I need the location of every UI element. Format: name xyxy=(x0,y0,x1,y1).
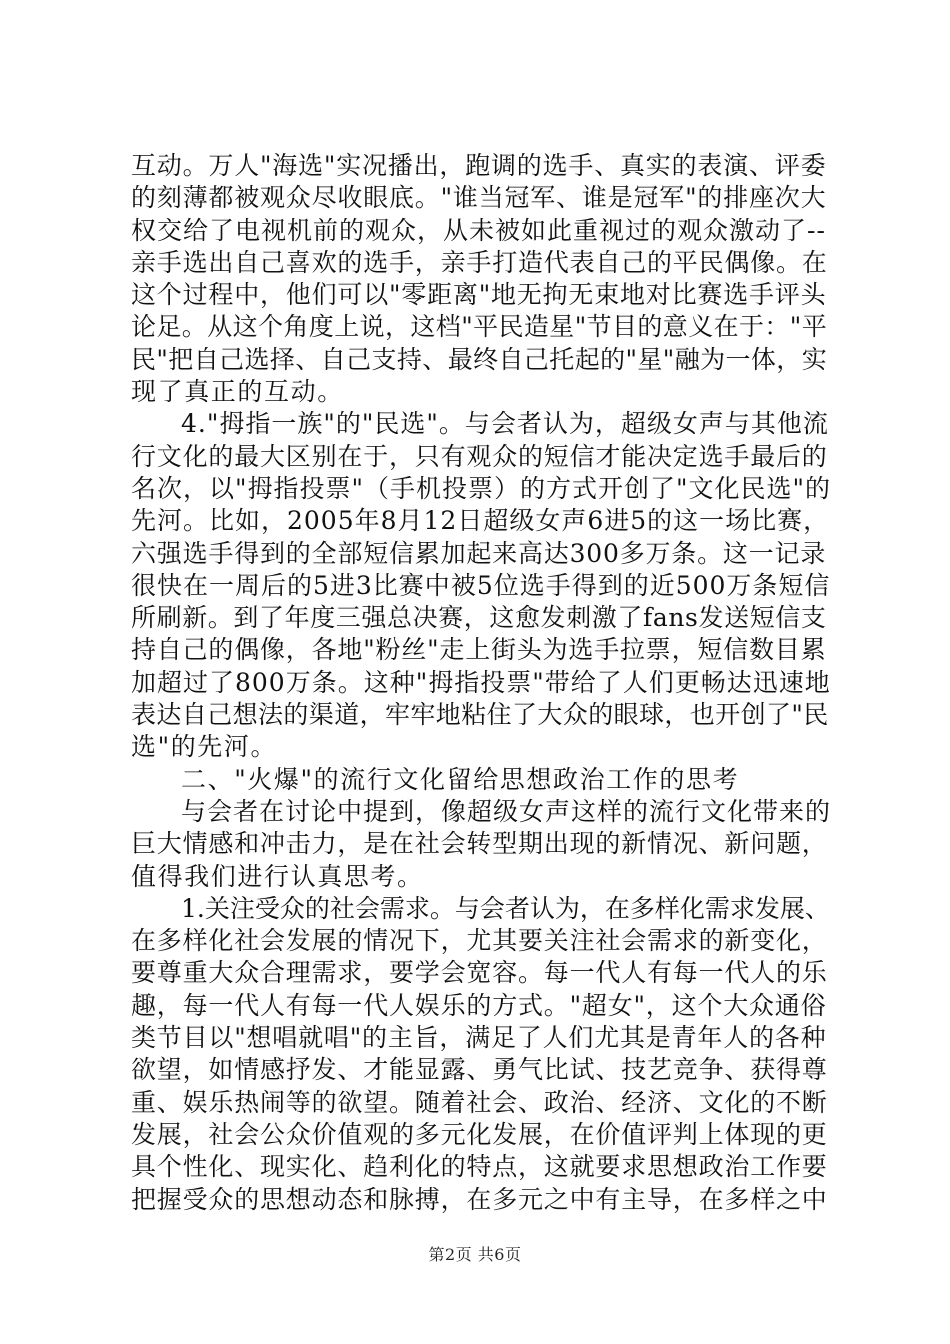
paragraph xyxy=(131,764,831,796)
text-line: 名次，以"拇指投票"（手机投票）的方式开创了"文化民选"的 xyxy=(131,473,831,503)
text-line: 现了真正的互动。 xyxy=(131,377,344,407)
text-line: 把握受众的思想动态和脉搏，在多元之中有主导，在多样之中 xyxy=(131,1184,828,1214)
text-line: 表达自己想法的渠道，牢牢地粘住了大众的眼球，也开创了"民 xyxy=(131,700,829,730)
text-line: 很快在一周后的5进3比赛中被5位选手得到的近500万条短信 xyxy=(131,570,831,600)
text-line: 重、娱乐热闹等的欲望。随着社会、政治、经济、文化的不断 xyxy=(131,1087,828,1117)
text-line: 二、"火爆"的流行文化留给思想政治工作的思考 xyxy=(181,764,740,794)
text-line: 互动。万人"海选"实况播出，跑调的选手、真实的表演、评委 xyxy=(131,151,827,180)
text-line: 的刻薄都被观众尽收眼底。"谁当冠军、谁是冠军"的排座次大 xyxy=(131,183,827,213)
text-line: 权交给了电视机前的观众，从未被如此重视过的观众激动了-- xyxy=(131,215,826,245)
text-line: 论足。从这个角度上说，这档"平民造星"节目的意义在于："平 xyxy=(131,312,828,342)
text-line: 在多样化社会发展的情况下，尤其要关注社会需求的新变化， xyxy=(131,926,828,956)
text-line: 要尊重大众合理需求，要学会宽容。每一代人有每一代人的乐 xyxy=(131,958,828,988)
body-text xyxy=(131,150,831,1216)
page-footer: 第2页 共6页 xyxy=(428,1245,522,1264)
text-line: 先河。比如，2005年8月12日超级女声6进5的这一场比赛， xyxy=(131,506,830,536)
paragraph xyxy=(131,408,831,763)
text-line: 选"的先河。 xyxy=(131,732,278,762)
paragraph xyxy=(131,893,831,1216)
paragraph xyxy=(131,796,831,893)
text-line: 趣，每一代人有每一代人娱乐的方式。"超女"，这个大众通俗 xyxy=(131,990,827,1020)
text-line: 行文化的最大区别在于，只有观众的短信才能决定选手最后的 xyxy=(131,441,828,471)
text-line: 发展，社会公众价值观的多元化发展，在价值评判上体现的更 xyxy=(131,1119,828,1149)
text-line: 所刷新。到了年度三强总决赛，这愈发刺激了fans发送短信支 xyxy=(131,603,827,633)
text-line: 持自己的偶像，各地"粉丝"走上街头为选手拉票，短信数目累 xyxy=(131,635,827,665)
text-line: 民"把自己选择、自己支持、最终自己托起的"星"融为一体，实 xyxy=(131,344,828,374)
text-line: 加超过了800万条。这种"拇指投票"带给了人们更畅达迅速地 xyxy=(131,667,831,697)
text-line: 1.关注受众的社会需求。与会者认为，在多样化需求发展、 xyxy=(181,893,830,923)
paragraph xyxy=(131,150,831,408)
text-line: 欲望，如情感抒发、才能显露、勇气比试、技艺竞争、获得尊 xyxy=(131,1055,828,1085)
text-line: 与会者在讨论中提到，像超级女声这样的流行文化带来的 xyxy=(181,796,832,826)
text-line: 亲手选出自己喜欢的选手，亲手打造代表自己的平民偶像。在 xyxy=(131,247,828,277)
text-line: 这个过程中，他们可以"零距离"地无拘无束地对比赛选手评头 xyxy=(131,280,827,310)
text-line: 六强选手得到的全部短信累加起来高达300多万条。这一记录 xyxy=(131,538,827,568)
text-line: 4."拇指一族"的"民选"。与会者认为，超级女声与其他流 xyxy=(181,409,829,439)
text-line: 类节目以"想唱就唱"的主旨，满足了人们尤其是青年人的各种 xyxy=(131,1023,827,1053)
text-line: 具个性化、现实化、趋利化的特点，这就要求思想政治工作要 xyxy=(131,1152,828,1182)
text-line: 值得我们进行认真思考。 xyxy=(131,861,424,891)
text-line: 巨大情感和冲击力，是在社会转型期出现的新情况、新问题， xyxy=(131,829,828,859)
